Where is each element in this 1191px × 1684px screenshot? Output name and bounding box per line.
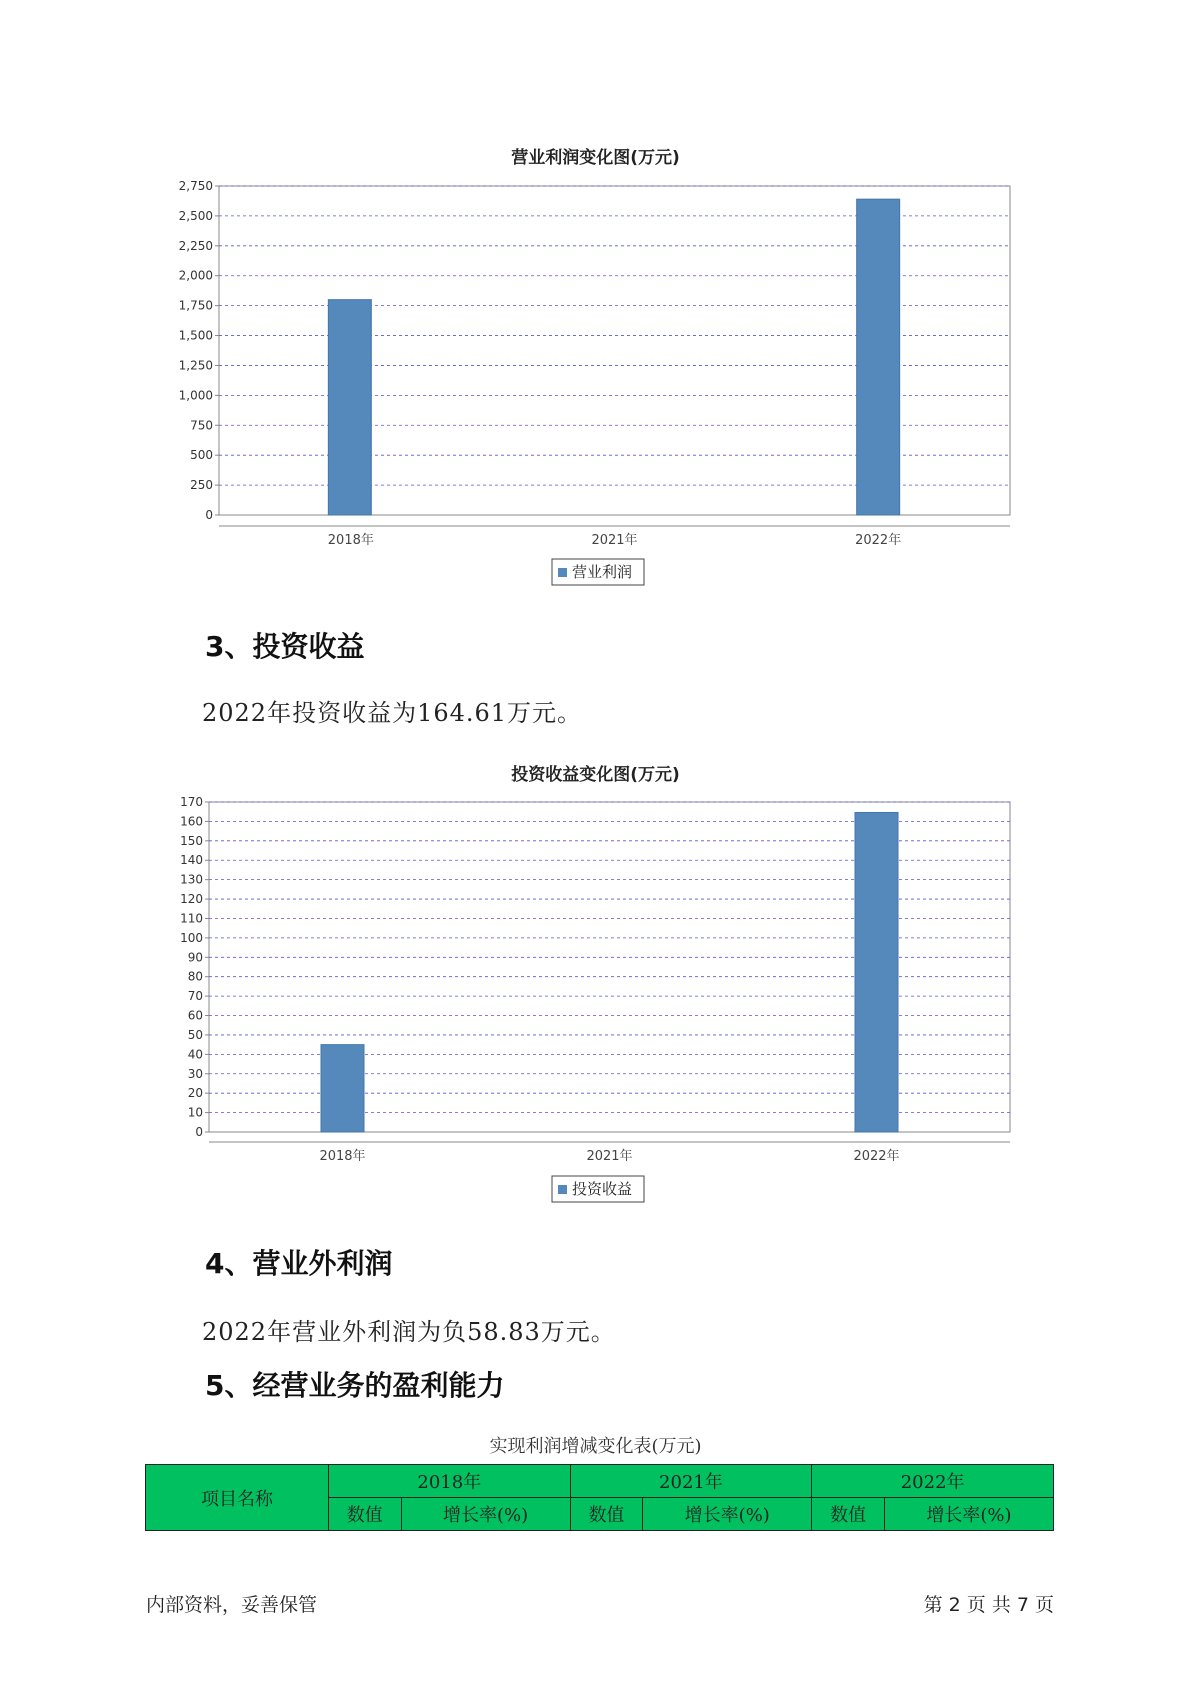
y-tick-label: 90 [187,950,203,965]
x-tick-label: 2022年 [853,1149,900,1164]
y-tick-label: 130 [180,872,203,887]
section-paragraph: 2022年投资收益为164.61万元。 [202,699,583,727]
y-tick-label: 120 [180,892,203,907]
header-growth: 增长率(%) [643,1498,812,1531]
y-tick-label: 50 [187,1027,203,1042]
y-tick-label: 2,000 [178,268,213,283]
x-tick-label: 2018年 [319,1149,366,1164]
y-tick-label: 160 [180,814,203,829]
y-tick-label: 2,750 [178,179,213,193]
y-tick-label: 1,000 [178,388,213,403]
y-tick-label: 80 [187,969,203,984]
y-tick-label: 1,500 [178,328,213,343]
header-growth: 增长率(%) [401,1498,570,1531]
legend-swatch [558,1185,567,1194]
y-tick-label: 170 [180,795,203,809]
x-tick-label: 2022年 [855,533,902,548]
section-heading: 4、营业外利润 [205,1247,393,1280]
section-heading: 5、经营业务的盈利能力 [205,1369,505,1402]
y-tick-label: 250 [190,478,213,493]
chart-title: 投资收益变化图(万元) [511,765,680,785]
y-tick-label: 150 [180,833,203,848]
chart-title: 营业利润变化图(万元) [511,148,680,168]
header-growth: 增长率(%) [884,1498,1053,1531]
bar [855,812,898,1132]
header-value: 数值 [329,1498,402,1531]
footer-confidential: 内部资料，妥善保管 [146,1594,318,1616]
y-tick-label: 40 [187,1047,203,1062]
x-tick-label: 2021年 [586,1149,633,1164]
y-tick-label: 110 [180,911,203,926]
y-tick-label: 70 [187,989,203,1004]
profit-change-table [145,1464,1054,1531]
y-tick-label: 60 [187,1008,203,1023]
y-tick-label: 750 [190,418,213,433]
section-paragraph: 2022年营业外利润为负58.83万元。 [202,1318,616,1346]
y-tick-label: 0 [205,508,213,522]
header-year: 2022年 [812,1465,1054,1498]
y-tick-label: 2,500 [178,208,213,223]
table-caption: 实现利润增减变化表(万元) [489,1436,702,1457]
y-tick-label: 2,250 [178,238,213,253]
y-tick-label: 0 [195,1125,203,1139]
y-tick-label: 1,750 [178,298,213,313]
x-tick-label: 2018年 [327,533,374,548]
bar [321,1045,364,1132]
header-value: 数值 [570,1498,643,1531]
y-tick-label: 1,250 [178,358,213,373]
legend-label: 营业利润 [572,563,633,581]
y-tick-label: 500 [190,448,213,463]
header-year: 2018年 [329,1465,571,1498]
footer-page-number: 第 2 页 共 7 页 [923,1594,1054,1616]
section-heading: 3、投资收益 [205,630,365,663]
legend-label: 投资收益 [572,1180,633,1198]
header-item-name: 项目名称 [146,1465,329,1531]
y-tick-label: 10 [187,1105,203,1120]
y-tick-label: 20 [187,1086,203,1101]
header-value: 数值 [812,1498,885,1531]
y-tick-label: 100 [180,930,203,945]
y-tick-label: 140 [180,853,203,868]
x-tick-label: 2021年 [591,533,638,548]
y-tick-label: 30 [187,1066,203,1081]
header-year: 2021年 [570,1465,812,1498]
